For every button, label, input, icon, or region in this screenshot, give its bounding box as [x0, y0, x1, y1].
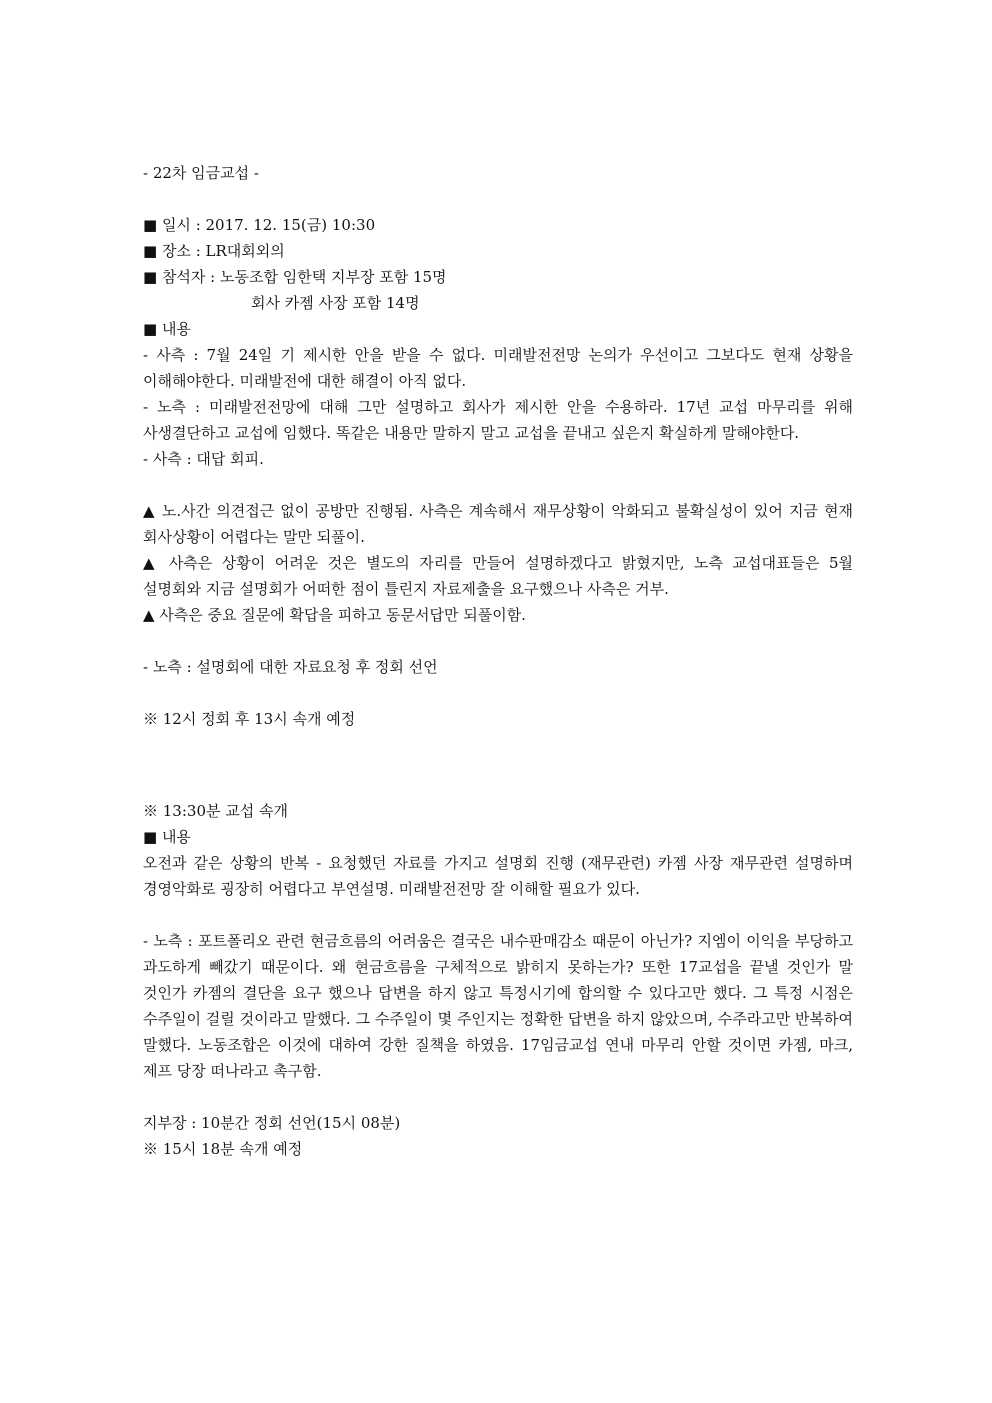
meeting-date: ■ 일시 : 2017. 12. 15(금) 10:30 — [143, 216, 376, 234]
attendees-company: 회사 카젬 사장 포함 14명 — [251, 294, 420, 312]
company-statement: - 사측 : 7월 24일 기 제시한 안을 받을 수 없다. 미래발전전망 논의가 우선이고 그보다도 현재 상황을 이해해야한다. 미래발전에 대한 해결이 아직 없다. — [143, 346, 853, 390]
afternoon-content: 오전과 같은 상황의 반복 - 요청했던 자료를 가지고 설명회 진행 (재무관련) 카젬 사장 재무관련 설명하며 경영악화로 굉장히 어렵다고 부연설명. 미래발전전망 잘 이해할 필요가 있다. — [143, 854, 853, 898]
branch-chief-statement: 지부장 : 10분간 정회 선언(15시 08분) — [143, 1114, 401, 1132]
content-header: ■ 내용 — [143, 828, 191, 846]
summary-note: ▲ 사측은 중요 질문에 확답을 피하고 동문서답만 되풀이함. — [143, 606, 526, 624]
recess-note: ※ 15시 18분 속개 예정 — [143, 1140, 303, 1158]
meeting-location: ■ 장소 : LR대회외의 — [143, 242, 285, 260]
union-statement: - 노측 : 설명회에 대한 자료요청 후 정회 선언 — [143, 658, 438, 676]
union-statement: - 노측 : 포트폴리오 관련 현금흐름의 어려움은 결국은 내수판매감소 때문이 아닌가? 지엠이 이익을 부당하고 과도하게 빼갔기 때문이다. 왜 현금흐름을 구체적으로 밝히지 못하는가? 또한 17교섭을 끝낼 것인가 말 것인가 카젬의 결단을 요구 했으나 답변을 하지 않고 특정시기에 합의할 수 있다고만 했다. 그 특정 시점은 수주일이 걸릴 것이라고 말했다. 그 수주일이 몇 주인지는 정확한 답변을 하지 않았으며, 수주라고만 반복하여 말했다. 노동조합은 이것에 대하여 강한 질책을 하였음. 17임금교섭 연내 마무리 안할 것이면 카젬, 마크, 제프 당장 떠나라고 촉구함. — [143, 932, 853, 1080]
content-header: ■ 내용 — [143, 320, 191, 338]
union-statement: - 노측 : 미래발전전망에 대해 그만 설명하고 회사가 제시한 안을 수용하라. 17년 교섭 마무리를 위해 사생결단하고 교섭에 임했다. 똑같은 내용만 말하지 말고 교섭을 끝내고 싶은지 확실하게 말해야한다. — [143, 398, 853, 442]
company-statement: - 사측 : 대답 회피. — [143, 450, 264, 468]
recess-note: ※ 12시 정회 후 13시 속개 예정 — [143, 710, 356, 728]
document-title: - 22차 임금교섭 - — [143, 164, 259, 182]
meeting-minutes — [143, 160, 853, 1162]
summary-note: ▲ 사측은 상황이 어려운 것은 별도의 자리를 만들어 설명하겠다고 밝혔지만, 노측 교섭대표들은 5월 설명회와 지금 설명회가 어떠한 점이 틀린지 자료제출을 요구했으나 사측은 거부. — [143, 554, 853, 598]
resume-note: ※ 13:30분 교섭 속개 — [143, 802, 288, 820]
summary-note: ▲ 노.사간 의견접근 없이 공방만 진행됨. 사측은 계속해서 재무상황이 악화되고 불확실성이 있어 지금 현재 회사상황이 어렵다는 말만 되풀이. — [143, 502, 853, 546]
attendees-union: ■ 참석자 : 노동조합 임한택 지부장 포함 15명 — [143, 268, 447, 286]
